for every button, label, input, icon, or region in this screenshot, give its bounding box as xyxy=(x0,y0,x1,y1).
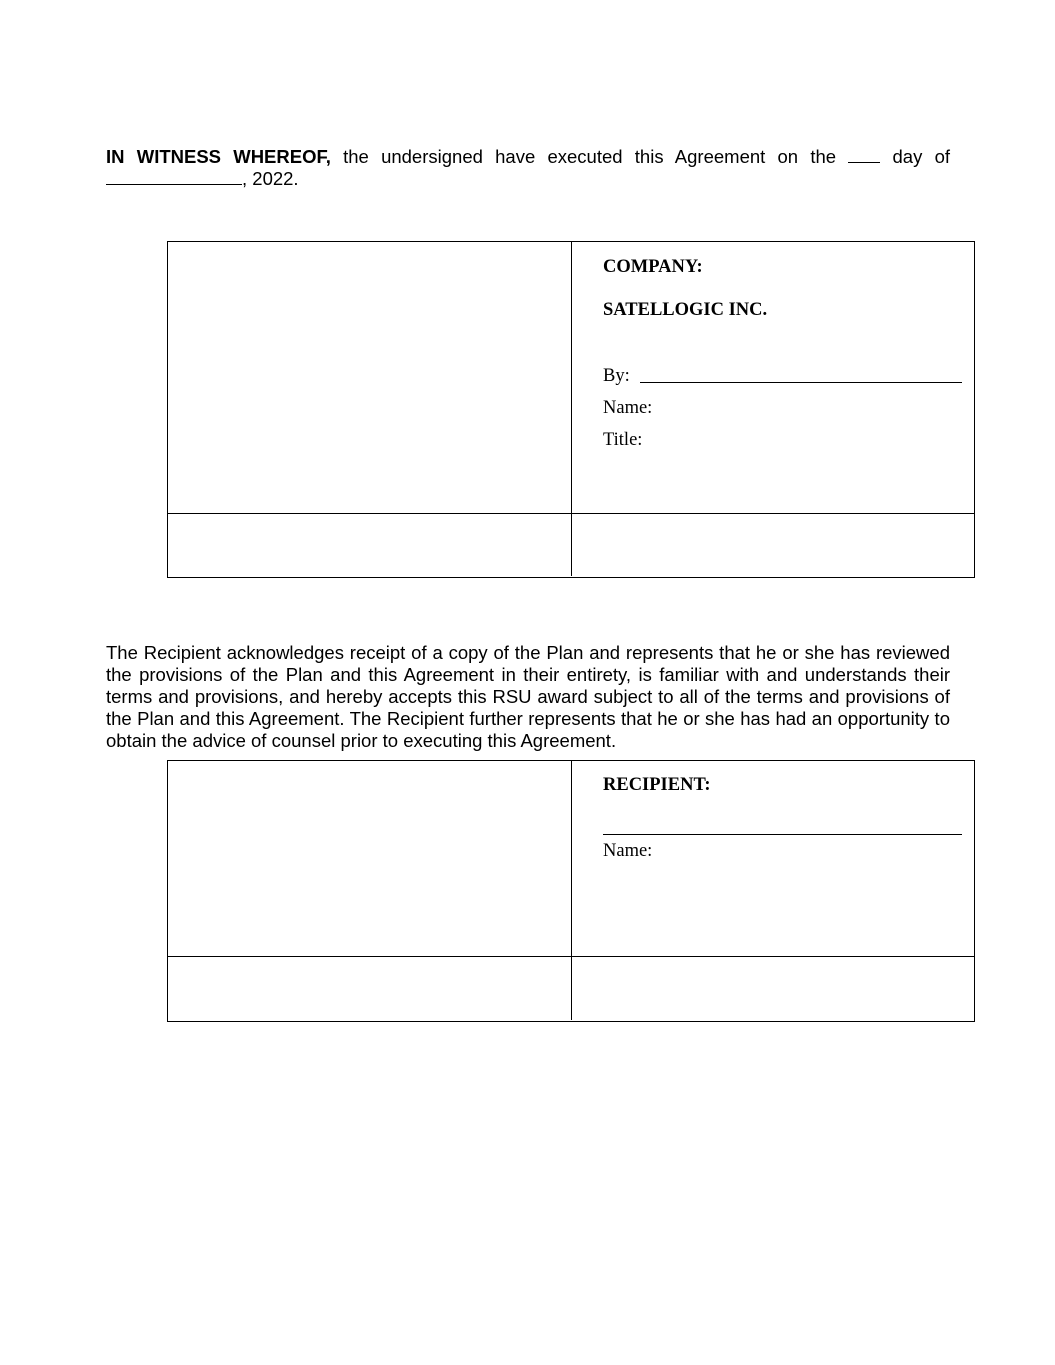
company-signature-cell xyxy=(572,242,974,513)
witness-text-3: , 2022. xyxy=(242,168,299,189)
recipient-signature-line[interactable] xyxy=(603,834,962,835)
recipient-signature-table xyxy=(167,760,975,1022)
company-table-row-top xyxy=(168,242,974,513)
company-signature-line[interactable] xyxy=(640,382,962,383)
acknowledgement-paragraph: The Recipient acknowledges receipt of a copy of the Plan and represents that he or she has reviewed the provisions of the Plan and this Agreement in their entirety, is familiar with and understands their terms and provisions, and hereby accepts this RSU award subject to all of the terms and provisions of the Plan and this Agreement. The Recipient further represents that he or she has had an opportunity to obtain the advice of counsel prior to executing this Agreement. xyxy=(106,642,950,751)
recipient-name-label: Name: xyxy=(603,841,653,861)
company-table-cell-bottom-right xyxy=(572,514,974,576)
company-table-row-bottom xyxy=(168,513,974,576)
company-table-cell-left xyxy=(168,242,572,513)
witness-lead: IN WITNESS WHEREOF, xyxy=(106,146,331,167)
day-blank[interactable] xyxy=(848,146,880,163)
witness-text-2: day of xyxy=(880,146,950,167)
company-signature-table xyxy=(167,241,975,578)
recipient-table-cell-left xyxy=(168,761,572,956)
company-table-cell-bottom-left xyxy=(168,514,572,576)
recipient-heading: RECIPIENT: xyxy=(603,775,711,795)
recipient-table-row-top xyxy=(168,761,974,956)
recipient-table-cell-bottom-left xyxy=(168,957,572,1020)
company-name-label: Name: xyxy=(603,398,653,418)
witness-line-2 xyxy=(106,168,950,190)
witness-text-1: the undersigned have executed this Agreement on the xyxy=(330,146,849,167)
recipient-signature-cell xyxy=(572,761,974,956)
month-blank[interactable] xyxy=(106,168,242,185)
recipient-table-row-bottom xyxy=(168,956,974,1020)
witness-line-1 xyxy=(106,146,950,168)
company-heading: COMPANY: xyxy=(603,257,703,277)
witness-paragraph xyxy=(106,146,950,190)
company-entity-name: SATELLOGIC INC. xyxy=(603,300,768,320)
company-title-label: Title: xyxy=(603,430,643,450)
company-by-label: By: xyxy=(603,366,630,386)
recipient-table-cell-bottom-right xyxy=(572,957,974,1020)
